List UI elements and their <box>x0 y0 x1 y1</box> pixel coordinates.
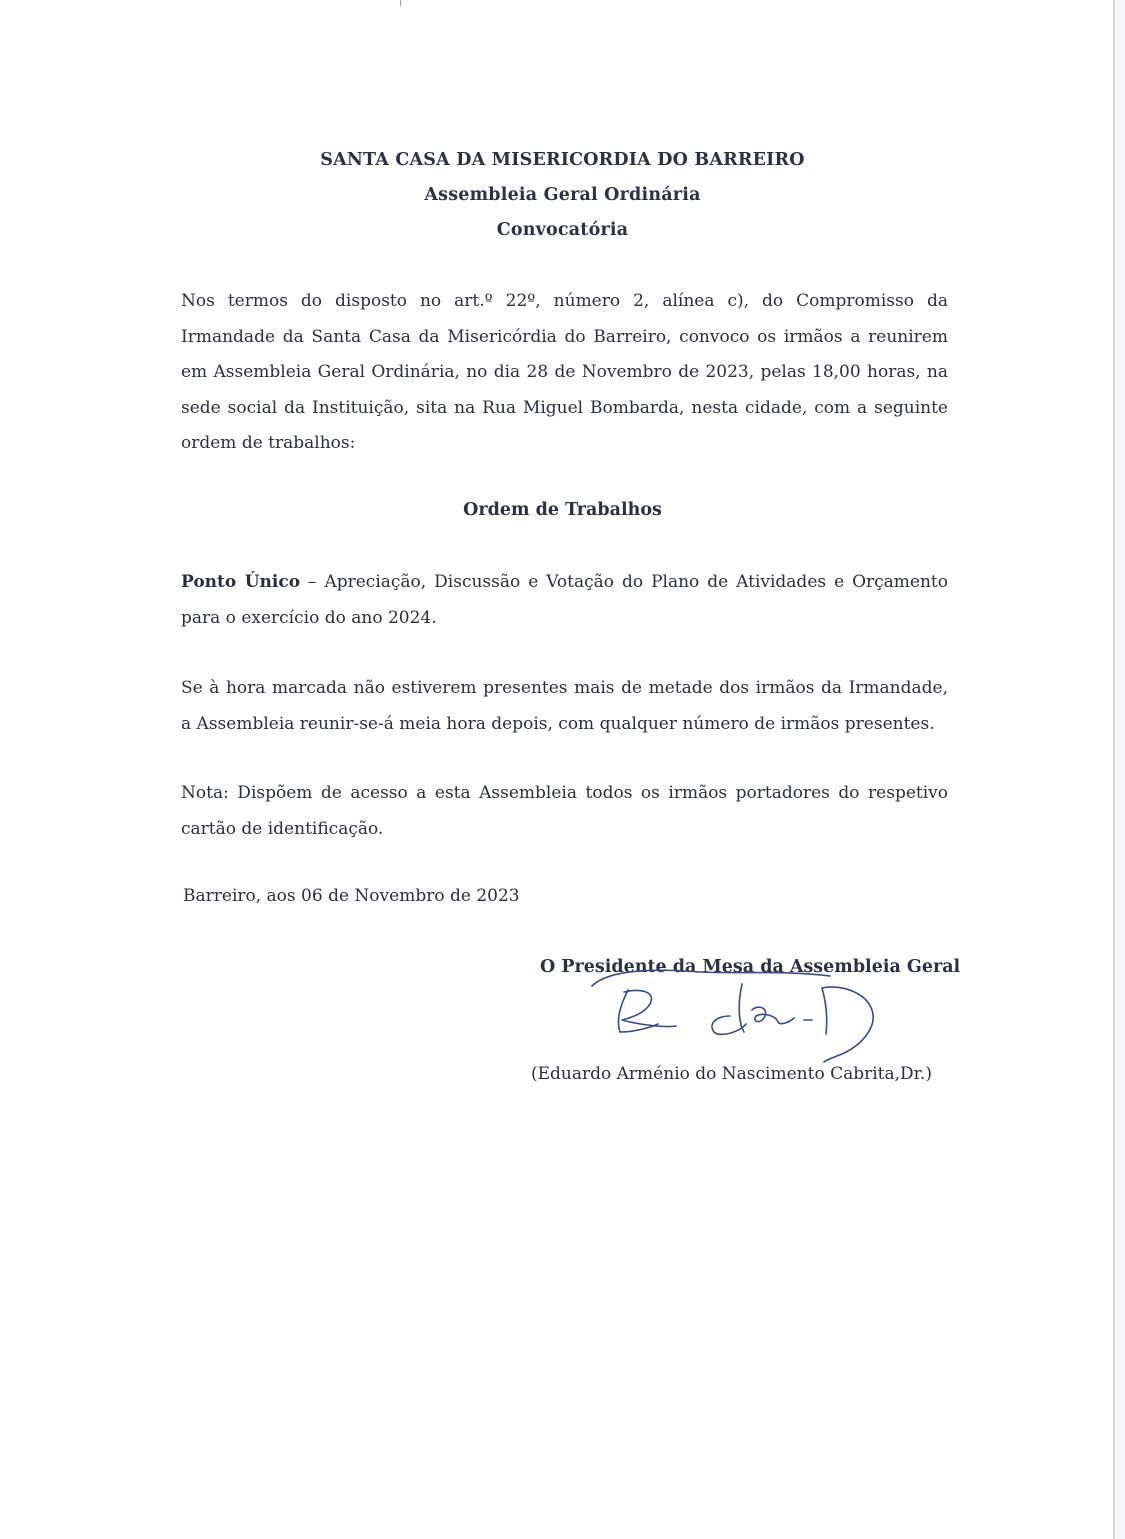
agenda-item-text: – Apreciação, Discussão e Votação do Plano de Atividades e Orçamento para o exercício do ano 2024. <box>181 572 949 628</box>
institution-title: SANTA CASA DA MISERICORDIA DO BARREIRO <box>320 150 805 170</box>
document-type: Convocatória <box>496 220 629 240</box>
signer-role: O Presidente da Mesa da Assembleia Geral <box>540 957 961 977</box>
meeting-title: Assembleia Geral Ordinária <box>424 185 701 205</box>
place-and-date: Barreiro, aos 06 de Novembro de 2023 <box>183 886 520 906</box>
agenda-item <box>181 565 948 636</box>
intro-paragraph: Nos termos do disposto no art.º 22º, número 2, alínea c), do Compromisso da Irmandade da Santa Casa da Misericórdia do Barreiro, convoco os irmãos a reunirem em Assembleia Geral Ordinária, no dia 28 de Novembro de 2023, pelas 18,00 horas, na sede social da Instituição, sita na Rua Miguel Bombarda, nesta cidade, com a seguinte ordem de trabalhos: <box>181 291 948 453</box>
agenda-item-label: Ponto Único <box>181 572 301 592</box>
quorum-paragraph: Se à hora marcada não estiverem presentes mais de metade dos irmãos da Irmandade, a Assembleia reunir-se-á meia hora depois, com qualquer número de irmãos presentes. <box>181 678 948 734</box>
scan-mark <box>400 0 401 6</box>
signer-name: (Eduardo Arménio do Nascimento Cabrita,Dr.) <box>531 1064 932 1084</box>
note-paragraph: Nota: Dispõem de acesso a esta Assembleia todos os irmãos portadores do respetivo cartão de identificação. <box>181 783 948 839</box>
agenda-title: Ordem de Trabalhos <box>463 500 662 520</box>
handwritten-signature <box>580 962 900 1072</box>
